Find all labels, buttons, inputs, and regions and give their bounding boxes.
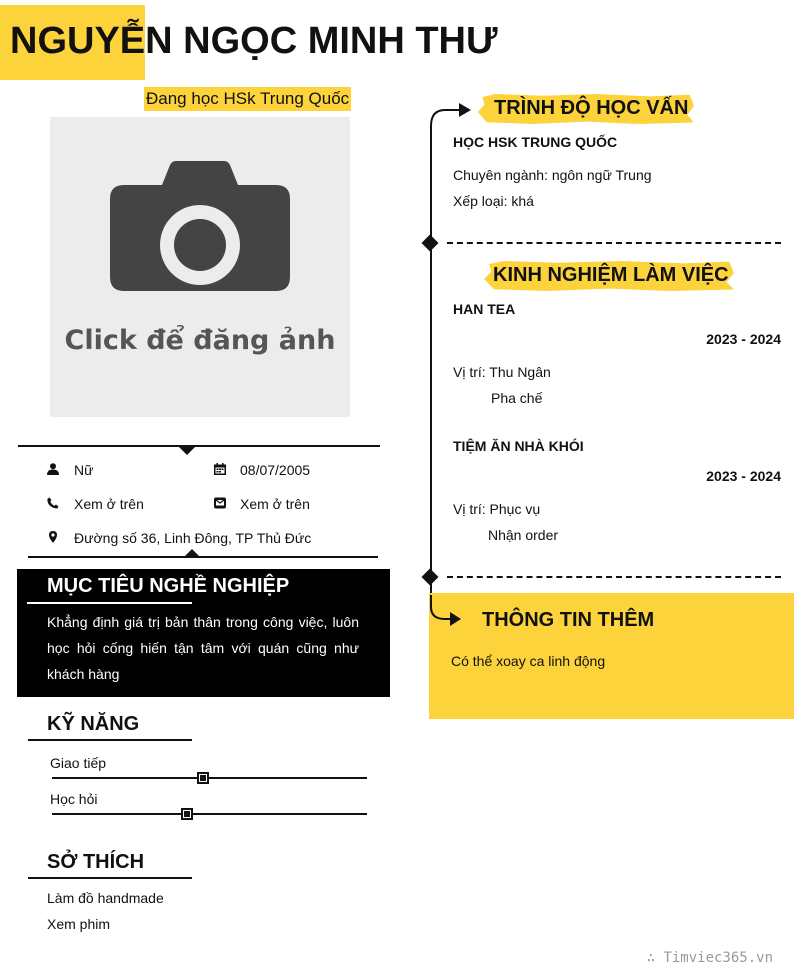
job-position[interactable]: Vị trí: Phục vụ	[453, 501, 541, 517]
education-major[interactable]: Chuyên ngành: ngôn ngữ Trung	[453, 167, 652, 183]
education-title[interactable]: TRÌNH ĐỘ HỌC VẤN	[494, 97, 689, 119]
job-date[interactable]: 2023 - 2024	[706, 331, 781, 347]
skill-slider-knob[interactable]	[197, 772, 209, 784]
skill-track	[52, 777, 367, 779]
photo-placeholder-text: Click để đăng ảnh	[64, 325, 336, 356]
more-info-title[interactable]: THÔNG TIN THÊM	[482, 609, 655, 631]
camera-icon	[110, 161, 290, 291]
candidate-name[interactable]: NGUYỄN NGỌC MINH THƯ	[10, 20, 498, 62]
phone-value[interactable]: Xem ở trên	[74, 496, 144, 512]
user-icon	[47, 462, 59, 474]
job-position-extra[interactable]: Pha chế	[491, 390, 543, 406]
experience-title[interactable]: KINH NGHIỆM LÀM VIỆC	[493, 264, 729, 286]
envelope-icon	[214, 496, 226, 508]
skill-slider-knob[interactable]	[181, 808, 193, 820]
objective-text[interactable]: Khẳng định giá trị bản thân trong công việc, luôn học hỏi cống hiến tận tâm với quán cũng như khách hàng	[47, 614, 359, 682]
more-info-text[interactable]: Có thể xoay ca linh động	[451, 653, 606, 669]
education-school[interactable]: HỌC HSK TRUNG QUỐC	[453, 134, 618, 150]
job-date[interactable]: 2023 - 2024	[706, 468, 781, 484]
contact-top-divider	[18, 445, 380, 447]
section-divider	[447, 576, 781, 578]
skills-underline	[28, 739, 192, 741]
skills-title[interactable]: KỸ NĂNG	[47, 713, 140, 735]
job-position-extra[interactable]: Nhận order	[488, 527, 559, 543]
job-position[interactable]: Vị trí: Thu Ngân	[453, 364, 551, 380]
more-info-arrow	[427, 595, 467, 635]
gender-value[interactable]: Nữ	[74, 462, 94, 478]
photo-upload[interactable]	[50, 117, 350, 417]
education-grade[interactable]: Xếp loại: khá	[453, 193, 534, 209]
objective-section	[17, 569, 390, 697]
hobby-item[interactable]: Làm đồ handmade	[47, 890, 164, 906]
candidate-subtitle[interactable]: Đang học HSk Trung Quốc	[144, 87, 351, 111]
hobby-item[interactable]: Xem phim	[47, 916, 111, 932]
job-company[interactable]: TIỆM ĂN NHÀ KHÓI	[453, 438, 584, 454]
skill-track	[52, 813, 367, 815]
objective-title[interactable]: MỤC TIÊU NGHỀ NGHIỆP	[47, 575, 290, 597]
skill-label[interactable]: Học hỏi	[50, 791, 98, 807]
birthday-value[interactable]: 08/07/2005	[240, 462, 311, 478]
job-company[interactable]: HAN TEA	[453, 301, 516, 317]
watermark: ∴ Timviec365.vn	[646, 950, 773, 966]
email-value[interactable]: Xem ở trên	[240, 496, 310, 512]
contact-bottom-divider	[28, 556, 378, 558]
objective-underline	[27, 602, 192, 604]
skill-label[interactable]: Giao tiếp	[50, 755, 107, 771]
hobbies-title[interactable]: SỞ THÍCH	[47, 851, 145, 873]
address-value[interactable]: Đường số 36, Linh Đông, TP Thủ Đức	[74, 530, 312, 546]
phone-icon	[47, 496, 59, 508]
divider-arrow-down	[179, 447, 195, 455]
map-pin-icon	[47, 530, 59, 542]
hobbies-underline	[28, 877, 192, 879]
section-divider	[447, 242, 781, 244]
calendar-icon	[214, 462, 226, 474]
